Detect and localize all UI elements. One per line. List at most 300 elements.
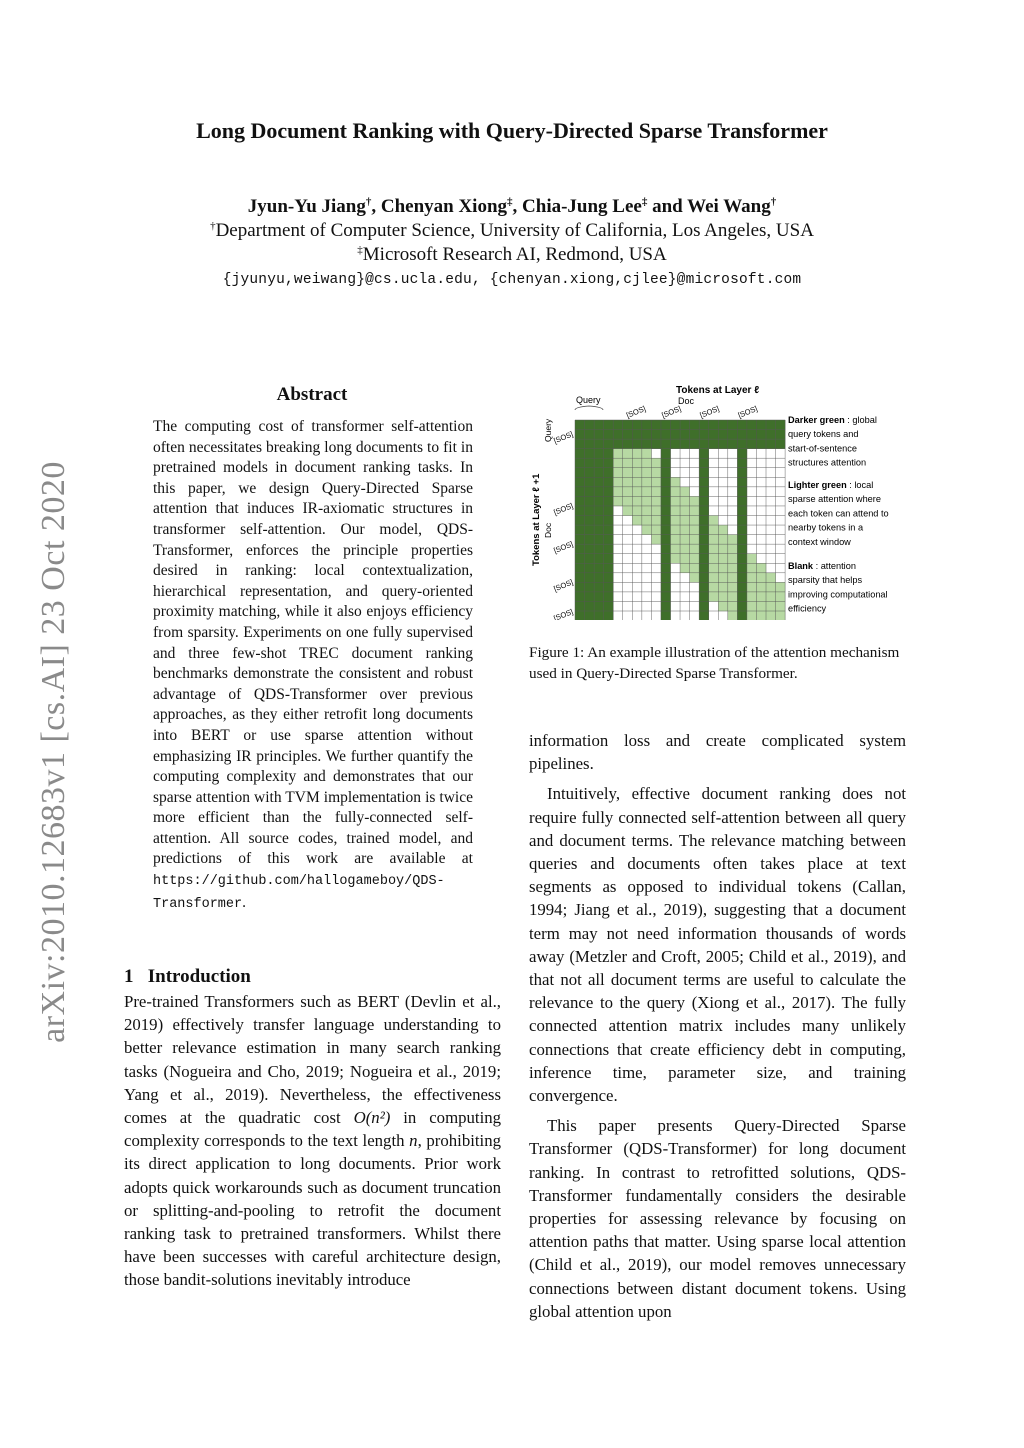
introduction-paragraph	[124, 990, 501, 1292]
local-attention-cell	[728, 601, 738, 611]
intro-text-c: , prohibiting its direct application to long documents. Prior work adopts quick workarounds such as document truncation or splitting-and-pooling to retrofit the document ranking task to pretrained transformers. Whilst there have been successes with careful architecture design, those bandit-solutions inevitably introduce	[124, 1131, 501, 1290]
local-attention-cell	[623, 487, 633, 497]
global-attention-cell	[575, 525, 585, 535]
global-attention-cell	[737, 592, 747, 602]
sos-label: [SOS]	[552, 607, 575, 620]
global-attention-cell	[699, 439, 709, 449]
global-attention-cell	[585, 468, 595, 478]
global-attention-cell	[604, 487, 614, 497]
local-attention-cell	[690, 496, 700, 506]
local-attention-cell	[632, 468, 642, 478]
local-attention-cell	[766, 573, 776, 583]
legend-light-green	[788, 480, 889, 547]
local-attention-cell	[728, 544, 738, 554]
sos-label: [SOS]	[660, 404, 683, 420]
local-attention-cell	[690, 573, 700, 583]
local-attention-cell	[632, 449, 642, 459]
local-attention-cell	[671, 496, 681, 506]
local-attention-cell	[756, 573, 766, 583]
local-attention-cell	[747, 601, 757, 611]
local-attention-cell	[671, 506, 681, 516]
local-attention-cell	[651, 487, 661, 497]
local-attention-cell	[632, 496, 642, 506]
global-attention-cell	[594, 439, 604, 449]
global-attention-cell	[585, 525, 595, 535]
sos-column-labels	[575, 404, 759, 420]
global-attention-cell	[661, 554, 671, 564]
local-attention-cell	[756, 601, 766, 611]
global-attention-cell	[728, 439, 738, 449]
global-attention-cell	[575, 582, 585, 592]
global-attention-cell	[594, 582, 604, 592]
global-attention-cell	[661, 430, 671, 440]
author-name: Jyun-Yu Jiang	[247, 196, 366, 217]
legend-dark-desc: : global	[847, 415, 877, 425]
global-attention-cell	[575, 458, 585, 468]
x-axis-title: Tokens at Layer ℓ	[676, 385, 760, 396]
local-attention-cell	[718, 601, 728, 611]
local-attention-cell	[651, 525, 661, 535]
global-attention-cell	[585, 420, 595, 430]
global-attention-cell	[594, 563, 604, 573]
local-attention-cell	[728, 535, 738, 545]
local-attention-cell	[776, 611, 786, 620]
abstract-end: .	[242, 893, 246, 911]
legend-blank-desc: : attention	[815, 561, 856, 571]
global-attention-cell	[604, 582, 614, 592]
local-attention-cell	[680, 563, 690, 573]
local-attention-cell	[718, 554, 728, 564]
local-attention-cell	[651, 535, 661, 545]
author-mark: †	[365, 196, 372, 208]
global-attention-cell	[632, 439, 642, 449]
sos-label: [SOS]	[552, 501, 575, 517]
legend-blank-term: Blank	[788, 561, 814, 571]
local-attention-cell	[680, 554, 690, 564]
global-attention-cell	[604, 506, 614, 516]
global-attention-cell	[661, 516, 671, 526]
local-attention-cell	[613, 487, 623, 497]
global-attention-cell	[737, 611, 747, 620]
global-attention-cell	[604, 611, 614, 620]
global-attention-cell	[737, 506, 747, 516]
global-attention-cell	[709, 439, 719, 449]
local-attention-cell	[651, 496, 661, 506]
global-attention-cell	[575, 601, 585, 611]
global-attention-cell	[585, 477, 595, 487]
global-attention-cell	[661, 487, 671, 497]
global-attention-cell	[680, 420, 690, 430]
global-attention-cell	[661, 601, 671, 611]
sos-label: [SOS]	[552, 429, 575, 446]
local-attention-cell	[709, 544, 719, 554]
legend-line: efficiency	[788, 603, 827, 614]
local-attention-cell	[718, 544, 728, 554]
global-attention-cell	[604, 458, 614, 468]
global-attention-cell	[604, 468, 614, 478]
local-attention-cell	[632, 487, 642, 497]
global-attention-cell	[623, 420, 633, 430]
intro-text-a: Pre-trained Transformers such as BERT (Devlin et al., 2019) effectively transfer language understanding to better relevance estimation in many search ranking tasks (Nogueira and Cho, 2019; Nogueira et al., 2019; Yang et al., 2019). Nevertheless, the effectiveness comes at the quadratic cost	[124, 992, 501, 1128]
global-attention-cell	[585, 544, 595, 554]
global-attention-cell	[661, 582, 671, 592]
sos-label: [SOS]	[736, 404, 759, 420]
author-separator: ,	[512, 196, 523, 217]
global-attention-cell	[594, 420, 604, 430]
global-attention-cell	[594, 468, 604, 478]
local-attention-cell	[718, 582, 728, 592]
global-attention-cell	[756, 439, 766, 449]
local-attention-cell	[613, 477, 623, 487]
author-mark: ‡	[641, 196, 648, 208]
global-attention-cell	[585, 535, 595, 545]
global-attention-cell	[699, 601, 709, 611]
local-attention-cell	[680, 535, 690, 545]
local-attention-cell	[671, 554, 681, 564]
global-attention-cell	[575, 544, 585, 554]
global-attention-cell	[699, 458, 709, 468]
local-attention-cell	[776, 601, 786, 611]
y-query-label: Query	[543, 418, 553, 442]
local-attention-cell	[642, 506, 652, 516]
global-attention-cell	[766, 430, 776, 440]
global-attention-cell	[575, 554, 585, 564]
global-attention-cell	[737, 477, 747, 487]
global-attention-cell	[604, 554, 614, 564]
local-attention-cell	[613, 496, 623, 506]
global-attention-cell	[699, 516, 709, 526]
global-attention-cell	[575, 535, 585, 545]
global-attention-cell	[699, 506, 709, 516]
global-attention-cell	[737, 601, 747, 611]
global-attention-cell	[575, 477, 585, 487]
global-attention-cell	[709, 420, 719, 430]
global-attention-cell	[585, 582, 595, 592]
global-attention-cell	[699, 611, 709, 620]
local-attention-cell	[776, 592, 786, 602]
local-attention-cell	[718, 573, 728, 583]
local-attention-cell	[690, 554, 700, 564]
sos-label: [SOS]	[552, 539, 575, 556]
local-attention-cell	[623, 477, 633, 487]
global-attention-cell	[661, 468, 671, 478]
global-attention-cell	[585, 439, 595, 449]
local-attention-cell	[766, 592, 776, 602]
global-attention-cell	[604, 420, 614, 430]
local-attention-cell	[642, 487, 652, 497]
local-attention-cell	[766, 601, 776, 611]
global-attention-cell	[699, 487, 709, 497]
global-attention-cell	[680, 439, 690, 449]
local-attention-cell	[651, 468, 661, 478]
global-attention-cell	[699, 563, 709, 573]
global-attention-cell	[604, 601, 614, 611]
global-attention-cell	[699, 468, 709, 478]
global-attention-cell	[737, 544, 747, 554]
global-attention-cell	[585, 516, 595, 526]
section-heading-introduction	[124, 966, 251, 988]
global-attention-cell	[699, 477, 709, 487]
global-attention-cell	[747, 430, 757, 440]
paragraph: This paper presents Query-Directed Sparse Transformer (QDS-Transformer) for long document ranking. In contrast to retrofitted solutions, QDS-Transformer fundamentally considers the desirable properties for assessing relevance by focusing on attention paths that matter. Using sparse local attention (Child et al., 2019), our model removes unnecessary connections between distant document tokens. Using global attention upon	[529, 1116, 906, 1321]
affiliation-text: Microsoft Research AI, Redmond, USA	[362, 244, 667, 265]
legend-light-desc: : local	[849, 480, 874, 490]
author-name: Wei Wang	[687, 196, 771, 217]
global-attention-cell	[604, 439, 614, 449]
sos-label: [SOS]	[698, 404, 721, 420]
legend-light-term: Lighter green	[788, 480, 847, 490]
local-attention-cell	[728, 592, 738, 602]
global-attention-cell	[575, 487, 585, 497]
local-attention-cell	[690, 516, 700, 526]
local-attention-cell	[756, 592, 766, 602]
global-attention-cell	[699, 544, 709, 554]
global-attention-cell	[575, 573, 585, 583]
affiliation-ucla	[0, 220, 1024, 242]
local-attention-cell	[651, 516, 661, 526]
global-attention-cell	[737, 525, 747, 535]
x-doc-label: Doc	[678, 396, 695, 406]
global-attention-cell	[737, 554, 747, 564]
legend-dark-term: Darker green	[788, 415, 845, 425]
local-attention-cell	[671, 544, 681, 554]
global-attention-cell	[604, 563, 614, 573]
global-attention-cell	[737, 468, 747, 478]
global-attention-cell	[632, 420, 642, 430]
local-attention-cell	[709, 525, 719, 535]
global-attention-cell	[690, 430, 700, 440]
local-attention-cell	[671, 516, 681, 526]
x-query-label: Query	[576, 395, 601, 405]
global-attention-cell	[585, 592, 595, 602]
global-attention-cell	[776, 439, 786, 449]
affiliation-mark: ‡	[357, 244, 363, 256]
local-attention-cell	[651, 477, 661, 487]
global-attention-cell	[737, 535, 747, 545]
local-attention-cell	[756, 582, 766, 592]
global-attention-cell	[699, 449, 709, 459]
global-attention-cell	[671, 439, 681, 449]
global-attention-cell	[661, 506, 671, 516]
math-variable-n: n	[409, 1131, 418, 1151]
global-attention-cell	[756, 420, 766, 430]
global-attention-cell	[604, 449, 614, 459]
global-attention-cell	[651, 430, 661, 440]
global-attention-cell	[594, 516, 604, 526]
global-attention-cell	[585, 430, 595, 440]
global-attention-cell	[737, 430, 747, 440]
global-attention-cell	[642, 430, 652, 440]
local-attention-cell	[642, 477, 652, 487]
local-attention-cell	[709, 573, 719, 583]
local-attention-cell	[642, 496, 652, 506]
global-attention-cell	[776, 420, 786, 430]
local-attention-cell	[632, 477, 642, 487]
global-attention-cell	[585, 554, 595, 564]
legend-blank	[788, 561, 888, 614]
global-attention-cell	[585, 458, 595, 468]
local-attention-cell	[690, 563, 700, 573]
local-attention-cell	[623, 496, 633, 506]
author-name: Chia-Jung Lee	[522, 196, 642, 217]
local-attention-cell	[623, 458, 633, 468]
legend-line: sparsity that helps	[788, 575, 863, 586]
abstract-heading: Abstract	[276, 384, 348, 405]
global-attention-cell	[585, 601, 595, 611]
global-attention-cell	[737, 563, 747, 573]
global-attention-cell	[585, 496, 595, 506]
local-attention-cell	[632, 506, 642, 516]
local-attention-cell	[651, 458, 661, 468]
author-separator: and	[647, 196, 688, 217]
global-attention-cell	[594, 430, 604, 440]
global-attention-cell	[642, 439, 652, 449]
local-attention-cell	[642, 468, 652, 478]
global-attention-cell	[766, 420, 776, 430]
global-attention-cell	[575, 592, 585, 602]
global-attention-cell	[699, 582, 709, 592]
global-attention-cell	[604, 516, 614, 526]
figure-1	[528, 380, 908, 620]
right-column-text	[529, 729, 906, 1323]
abstract-body	[153, 417, 473, 915]
author-list	[0, 196, 1024, 218]
global-attention-cell	[651, 420, 661, 430]
global-attention-cell	[718, 430, 728, 440]
local-attention-cell	[718, 535, 728, 545]
global-attention-cell	[575, 516, 585, 526]
global-attention-cell	[737, 449, 747, 459]
global-attention-cell	[671, 420, 681, 430]
local-attention-cell	[718, 525, 728, 535]
global-attention-cell	[623, 439, 633, 449]
legend-line: start-of-sentence	[788, 443, 857, 454]
global-attention-cell	[728, 420, 738, 430]
legend-line: nearby tokens in a	[788, 522, 864, 533]
global-attention-cell	[737, 420, 747, 430]
legend-line: structures attention	[788, 457, 867, 468]
global-attention-cell	[699, 592, 709, 602]
global-attention-cell	[737, 573, 747, 583]
code-url-link[interactable]: https://github.com/hallogameboy/QDS-Transformer	[153, 874, 445, 912]
local-attention-cell	[680, 525, 690, 535]
global-attention-cell	[699, 554, 709, 564]
global-attention-cell	[632, 430, 642, 440]
local-attention-cell	[671, 525, 681, 535]
global-attention-cell	[575, 496, 585, 506]
local-attention-cell	[690, 525, 700, 535]
global-attention-cell	[661, 420, 671, 430]
legend-line: query tokens and	[788, 429, 859, 440]
global-attention-cell	[594, 525, 604, 535]
global-attention-cell	[594, 506, 604, 516]
sos-label: [SOS]	[552, 577, 575, 594]
global-attention-cell	[585, 563, 595, 573]
global-attention-cell	[623, 430, 633, 440]
global-attention-cell	[661, 611, 671, 620]
global-attention-cell	[575, 563, 585, 573]
local-attention-cell	[728, 582, 738, 592]
global-attention-cell	[747, 439, 757, 449]
global-attention-cell	[604, 430, 614, 440]
global-attention-cell	[575, 420, 585, 430]
local-attention-cell	[766, 611, 776, 620]
global-attention-cell	[594, 592, 604, 602]
global-attention-cell	[661, 439, 671, 449]
global-attention-cell	[651, 439, 661, 449]
author-mark: ‡	[507, 196, 513, 208]
global-attention-cell	[737, 516, 747, 526]
global-attention-cell	[671, 430, 681, 440]
global-attention-cell	[737, 439, 747, 449]
global-attention-cell	[594, 477, 604, 487]
local-attention-cell	[718, 592, 728, 602]
local-attention-cell	[709, 516, 719, 526]
local-attention-cell	[680, 506, 690, 516]
local-attention-cell	[709, 592, 719, 602]
global-attention-cell	[709, 430, 719, 440]
global-attention-cell	[604, 477, 614, 487]
global-attention-cell	[594, 535, 604, 545]
y-doc-label: Doc	[543, 522, 553, 538]
global-attention-cell	[575, 449, 585, 459]
global-attention-cell	[604, 535, 614, 545]
global-attention-cell	[718, 420, 728, 430]
author-mark: †	[770, 196, 777, 208]
global-attention-cell	[594, 496, 604, 506]
global-attention-cell	[604, 573, 614, 583]
arxiv-stamp	[10, 462, 70, 1062]
local-attention-cell	[728, 573, 738, 583]
global-attention-cell	[699, 430, 709, 440]
local-attention-cell	[728, 563, 738, 573]
local-attention-cell	[709, 554, 719, 564]
local-attention-cell	[642, 516, 652, 526]
global-attention-cell	[747, 420, 757, 430]
global-attention-cell	[690, 439, 700, 449]
local-attention-cell	[690, 506, 700, 516]
local-attention-cell	[690, 535, 700, 545]
local-attention-cell	[747, 611, 757, 620]
global-attention-cell	[737, 487, 747, 497]
global-attention-cell	[604, 525, 614, 535]
legend-line: each token can attend to	[788, 508, 889, 519]
global-attention-cell	[661, 563, 671, 573]
global-attention-cell	[575, 439, 585, 449]
global-attention-cell	[776, 430, 786, 440]
local-attention-cell	[651, 506, 661, 516]
local-attention-cell	[642, 458, 652, 468]
query-brace	[575, 406, 603, 410]
global-attention-cell	[585, 487, 595, 497]
author-name: Chenyan Xiong	[380, 196, 508, 217]
global-attention-cell	[575, 468, 585, 478]
section-number: 1	[124, 966, 134, 987]
abstract-text: The computing cost of transformer self-attention often necessitates breaking long documents to fit in pretrained models in document ranking tasks. In this paper, we design Query-Directed Sparse attention that induces IR-axiomatic structures in transformer self-attention. Our model, QDS-Transformer, enforces the principle properties desired in ranking: local contextualization, hierarchical representation, and query-oriented proximity matching, while it also enjoys efficiency from sparsity. Experiments on one fully supervised and three few-shot TREC document ranking benchmarks demonstrate the consistent and robust advantage of QDS-Transformer over previous approaches, as they either retrofit long documents into BERT or use sparse attention without emphasizing IR principles. We further quantify the computing complexity and demonstrates that our sparse attention with TVM implementation is twice more efficient than the fully-connected self-attention. All source codes, trained model, and predictions of this work are available at	[153, 418, 473, 868]
local-attention-cell	[623, 506, 633, 516]
section-title: Introduction	[147, 966, 251, 987]
global-attention-cell	[594, 458, 604, 468]
global-attention-cell	[699, 420, 709, 430]
local-attention-cell	[680, 487, 690, 497]
local-attention-cell	[671, 487, 681, 497]
global-attention-cell	[661, 525, 671, 535]
global-attention-cell	[585, 449, 595, 459]
local-attention-cell	[747, 554, 757, 564]
global-attention-cell	[594, 611, 604, 620]
global-attention-cell	[604, 496, 614, 506]
local-attention-cell	[671, 477, 681, 487]
